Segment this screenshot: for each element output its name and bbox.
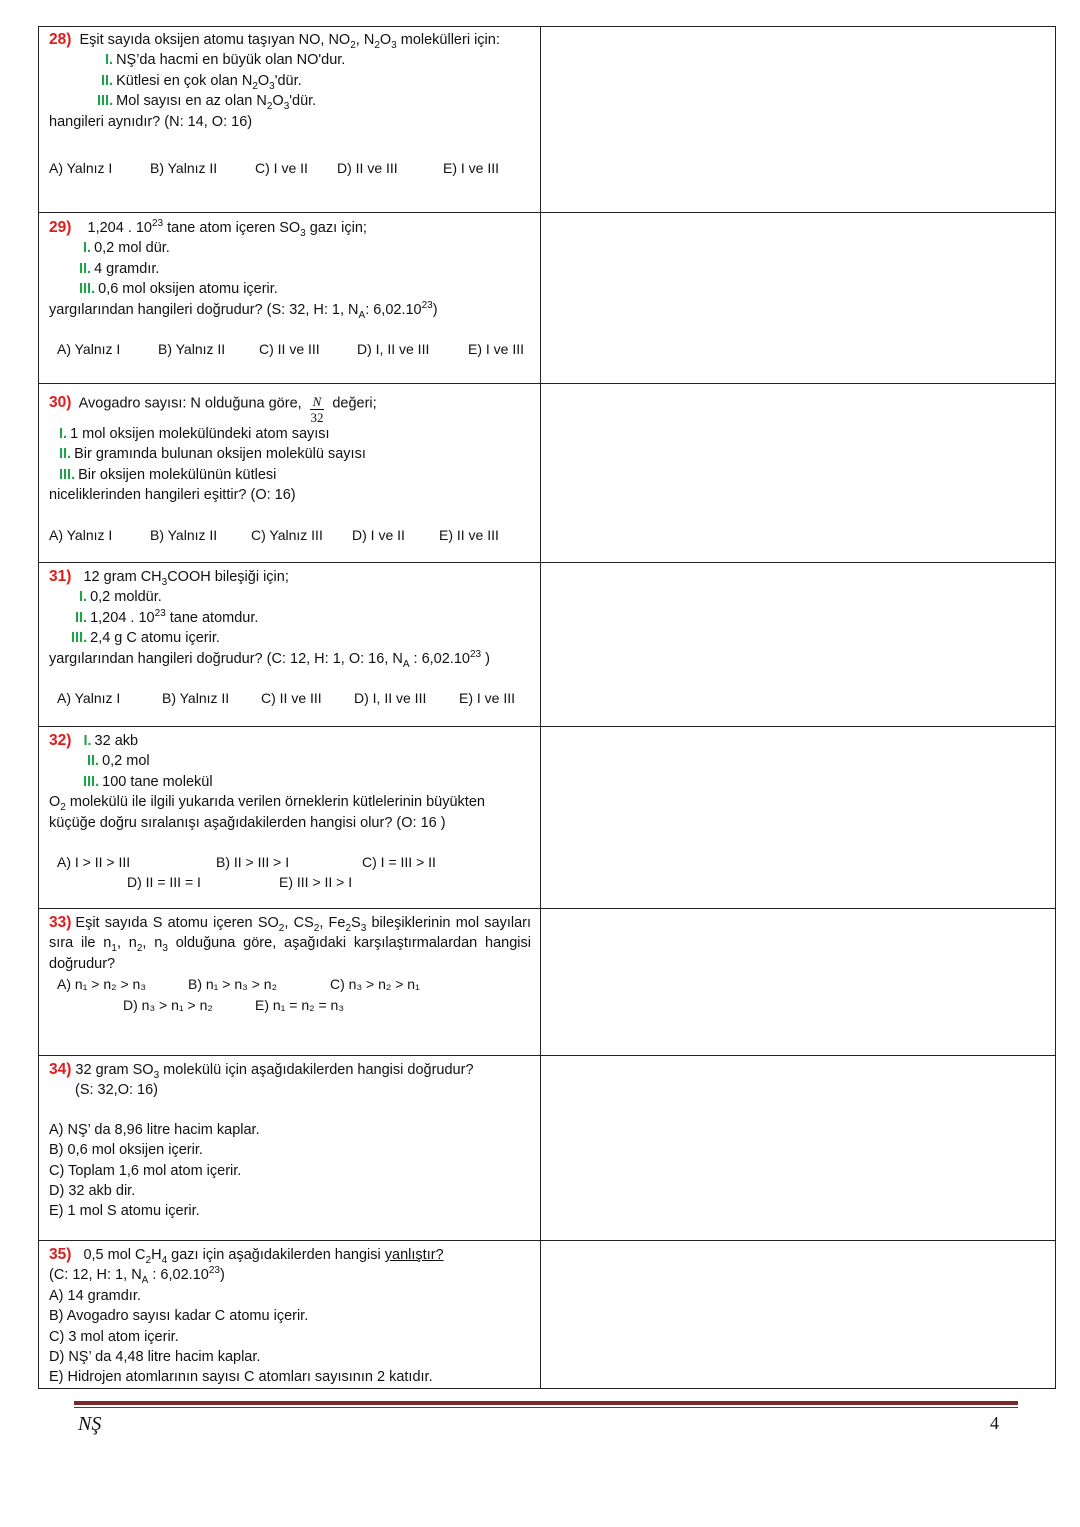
answer-options-row-1 xyxy=(49,852,531,872)
question-33 xyxy=(39,909,541,1056)
question-row-32 xyxy=(39,727,1056,909)
question-row-31 xyxy=(39,563,1056,727)
statement-3: III. 0,6 mol oksijen atomu içerir. xyxy=(79,281,278,298)
question-tail: yargılarından hangileri doğrudur? (S: 32, H: 1, $N_A$: 6,02.10$^{23}$) xyxy=(49,299,438,321)
option-e[interactable]: E) II ve III xyxy=(439,526,499,543)
statement-2: II. 0,2 mol xyxy=(87,753,150,770)
question-number: 33) xyxy=(49,914,72,931)
answer-options xyxy=(49,158,531,178)
question-34: 34) 32 gram $SO_3$ molekülü için aşağıdakilerden hangisi doğrudur? (S: 32,O: 16) A) NŞ’ da 8,96 litre hacim kaplar. B) 0,6 mol oksijen içerir. C) Toplam 1,6 mol atom içerir. D) 32 akb dir. E) 1 mol S atomu içerir. xyxy=(39,1056,541,1241)
question-30: 30) Avogadro sayısı: N olduğuna göre, $\frac{N}{32}$ değeri; I. 1 mol oksijen molekülündeki atom sayısı II. Bir gramında bulunan oksijen molekülü sayısı III. Bir oksijen molekülünün kütlesi niceliklerinden hangileri eşittir? (O: 16) A) Yalnız I B) Yalnız II C) Yalnız III D) I ve II E) II ve III xyxy=(39,384,541,563)
statement-3: III. 2,4 g C atomu içerir. xyxy=(71,630,220,647)
option-d[interactable]: D) II = III = I xyxy=(127,874,201,891)
option-e[interactable]: E) I ve III xyxy=(459,690,516,707)
option-e[interactable]: E) n₁ = n₂ = n₃ xyxy=(255,996,345,1013)
question-number: 35) xyxy=(49,1246,72,1263)
question-row-33 xyxy=(39,909,1056,1056)
statement-1: I. 1 mol oksijen molekülündeki atom sayısı xyxy=(59,426,330,442)
option-b[interactable]: B) 0,6 mol oksijen içerir. xyxy=(49,1142,203,1159)
answer-options xyxy=(49,688,531,708)
option-c[interactable]: C) Yalnız III xyxy=(251,526,323,543)
answer-space-35 xyxy=(541,1241,1056,1389)
footer-rule xyxy=(74,1401,1018,1405)
option-d[interactable]: D) II ve III xyxy=(337,160,398,177)
statement-2: II. 4 gramdır. xyxy=(79,260,160,277)
option-c[interactable]: C) I ve II xyxy=(255,160,308,177)
option-e[interactable]: E) III > II > I xyxy=(279,874,353,891)
option-d[interactable]: D) I, II ve III xyxy=(354,690,427,707)
constants: (C: 12, H: 1, $N_A$ : 6,02.10$^{23}$) xyxy=(49,1265,225,1287)
answer-space-33 xyxy=(541,909,1056,1056)
answer-space-28 xyxy=(541,27,1056,213)
question-29: 29) 1,204 . $10^{23}$ tane atom içeren $SO_3$ gazı için; I. 0,2 mol dür. II. 4 gramdır. III. 0,6 mol oksijen atomu içerir. yargılarından hangileri doğrudur? (S: 32, H: 1, $N_A$: 6,02.10$^{23}$) A) Yalnız I B) Yalnız II C) II ve III D) I, II ve III E) I ve III xyxy=(39,213,541,384)
statement-2: II. Kütlesi en çok olan $N_2O_3'dür$. xyxy=(101,72,302,92)
question-tail-1: $O_2$ molekülü ile ilgili yukarıda verilen örneklerin kütlelerinin büyükten xyxy=(49,794,485,814)
answer-space-29 xyxy=(541,213,1056,384)
option-a[interactable]: A) I > II > III xyxy=(57,854,131,871)
option-b[interactable]: B) Yalnız II xyxy=(150,526,218,543)
statement-1: I. 0,2 moldür. xyxy=(79,589,162,606)
question-32: 32) I. 32 akb II. 0,2 mol III. 100 tane molekül $O_2$ molekülü ile ilgili yukarıda verilen örneklerin kütlelerinin büyükten küçüğe doğru sıralanışı aşağıdakilerden hangisi olur? (O: 16 ) A) I > II > III B) II > III > I C) I = III > II D) II = III = I E) III > II > I xyxy=(39,727,541,909)
option-a[interactable]: A) Yalnız I xyxy=(57,341,121,358)
option-a[interactable]: A) 14 gramdır. xyxy=(49,1287,141,1304)
question-sheet xyxy=(38,26,1056,1389)
option-c[interactable]: C) I = III > II xyxy=(362,854,436,871)
answer-space-32 xyxy=(541,727,1056,909)
option-d[interactable]: D) I, II ve III xyxy=(357,341,430,358)
option-d[interactable]: D) n₃ > n₁ > n₂ xyxy=(123,996,213,1013)
answer-space-34 xyxy=(541,1056,1056,1241)
option-a[interactable]: A) Yalnız I xyxy=(57,690,121,707)
statement-3: III. Mol sayısı en az olan $N_2O_3'dür$. xyxy=(97,93,317,113)
statement-2: II. 1,204 . $10^{23}$ tane atomdur. xyxy=(75,607,259,626)
answer-options-row-2 xyxy=(49,995,531,1015)
page-number: 4 xyxy=(990,1413,999,1433)
question-number: 31) xyxy=(49,568,72,585)
option-b[interactable]: B) Avogadro sayısı kadar C atomu içerir. xyxy=(49,1308,309,1325)
option-e[interactable]: E) I ve III xyxy=(468,341,525,358)
option-b[interactable]: B) II > III > I xyxy=(216,854,290,871)
option-e[interactable]: E) 1 mol S atomu içerir. xyxy=(49,1203,200,1220)
statement-1: I. 0,2 mol dür. xyxy=(83,240,170,257)
question-35: 35) 0,5 mol $C_2H_4$ gazı için aşağıdakilerden hangisi yanlıştır? (C: 12, H: 1, $N_A$ : 6,02.10$^{23}$) A) 14 gramdır. B) Avogadro sayısı kadar C atomu içerir. C) 3 mol atom içerir. D) NŞ’ da 4,48 litre hacim kaplar. E) Hidrojen atomlarının sayısı C atomları sayısının 2 katıdır. xyxy=(39,1241,541,1389)
option-c[interactable]: C) 3 mol atom içerir. xyxy=(49,1328,179,1345)
answer-options-row-1 xyxy=(49,974,531,994)
answer-options xyxy=(49,525,531,545)
question-number: 28) xyxy=(49,31,72,48)
option-d[interactable]: D) 32 akb dir. xyxy=(49,1183,136,1200)
statement-2: II. Bir gramında bulunan oksijen molekülü sayısı xyxy=(59,446,366,463)
question-row-35 xyxy=(39,1241,1056,1389)
question-tail: yargılarından hangileri doğrudur? (C: 12, H: 1, O: 16, $N_A$ : 6,02.10$^{23}$ ) xyxy=(49,648,490,670)
option-a[interactable]: A) Yalnız I xyxy=(49,160,113,177)
option-c[interactable]: C) II ve III xyxy=(259,341,320,358)
answer-space-31 xyxy=(541,563,1056,727)
statement-3: III. 100 tane molekül xyxy=(83,773,213,790)
question-number: 30) xyxy=(49,394,72,412)
option-a[interactable]: A) Yalnız I xyxy=(49,526,113,543)
option-b[interactable]: B) Yalnız II xyxy=(150,160,218,177)
fraction: $\frac{N}{32}$ xyxy=(310,394,324,425)
question-number: 34) xyxy=(49,1061,72,1078)
question-row-29 xyxy=(39,213,1056,384)
option-c[interactable]: C) Toplam 1,6 mol atom içerir. xyxy=(49,1162,242,1179)
question-tail: niceliklerinden hangileri eşittir? (O: 16) xyxy=(49,487,296,504)
statement-1: I. NŞ’da hacmi en büyük olan NO'dur. xyxy=(105,52,346,69)
option-d[interactable]: D) I ve II xyxy=(352,526,405,543)
question-row-34 xyxy=(39,1056,1056,1241)
question-number: 32) xyxy=(49,732,72,749)
option-b[interactable]: B) Yalnız II xyxy=(162,690,230,707)
option-c[interactable]: C) n₃ > n₂ > n₁ xyxy=(330,976,420,993)
footer-rule-thin xyxy=(74,1407,1018,1408)
question-number: 29) xyxy=(49,219,72,236)
question-tail-2: küçüğe doğru sıralanışı aşağıdakilerden hangisi olur? (O: 16 ) xyxy=(49,814,446,831)
option-b[interactable]: B) Yalnız II xyxy=(158,341,226,358)
option-e[interactable]: E) Hidrojen atomlarının sayısı C atomları sayısının 2 katıdır. xyxy=(49,1369,433,1386)
constants: (S: 32,O: 16) xyxy=(75,1082,159,1099)
answer-options xyxy=(49,339,531,359)
option-d[interactable]: D) NŞ’ da 4,48 litre hacim kaplar. xyxy=(49,1349,261,1366)
question-row-30 xyxy=(39,384,1056,563)
question-text: 33) Eşit sayıda S atomu içeren $SO_2$, $CS_2$, $Fe_2S_3$ bileşiklerinin mol sayıları sıra ile $n_1$, $n_2$, $n_3$ olduğuna göre, aşağıdaki karşılaştırmalardan hangisi doğrudur? xyxy=(49,914,532,972)
question-row-28 xyxy=(39,27,1056,213)
option-a[interactable]: A) n₁ > n₂ > n₃ xyxy=(57,976,147,993)
question-tail: hangileri aynıdır? (N: 14, O: 16) xyxy=(49,113,253,130)
answer-space-30 xyxy=(541,384,1056,563)
option-c[interactable]: C) II ve III xyxy=(261,690,322,707)
question-28: 28) Eşit sayıda oksijen atomu taşıyan NO, $NO_2$, $N_2O_3$ molekülleri için: I. NŞ’da hacmi en büyük olan NO'dur. II. Kütlesi en çok olan $N_2O_3'dür$. III. Mol sayısı en az olan $N_2O_3'dür$. hangileri aynıdır? (N: 14, O: 16) A) Yalnız I B) Yalnız II C) I ve II D) II ve III E) I ve III xyxy=(39,27,541,213)
answer-options-row-2 xyxy=(49,872,531,892)
statement-3: III. Bir oksijen molekülünün kütlesi xyxy=(59,466,277,483)
option-e[interactable]: E) I ve III xyxy=(443,160,500,177)
question-31: 31) 12 gram $CH_3COOH$ bileşiği için; I. 0,2 moldür. II. 1,204 . $10^{23}$ tane atomdur. III. 2,4 g C atomu içerir. yargılarından hangileri doğrudur? (C: 12, H: 1, O: 16, $N_A$ : 6,02.10$^{23}$ ) A) Yalnız I B) Yalnız II C) II ve III D) I, II ve III E) I ve III xyxy=(39,563,541,727)
option-a[interactable]: A) NŞ’ da 8,96 litre hacim kaplar. xyxy=(49,1121,260,1138)
footer-logo: NŞ xyxy=(78,1413,102,1435)
option-b[interactable]: B) n₁ > n₃ > n₂ xyxy=(188,976,278,993)
